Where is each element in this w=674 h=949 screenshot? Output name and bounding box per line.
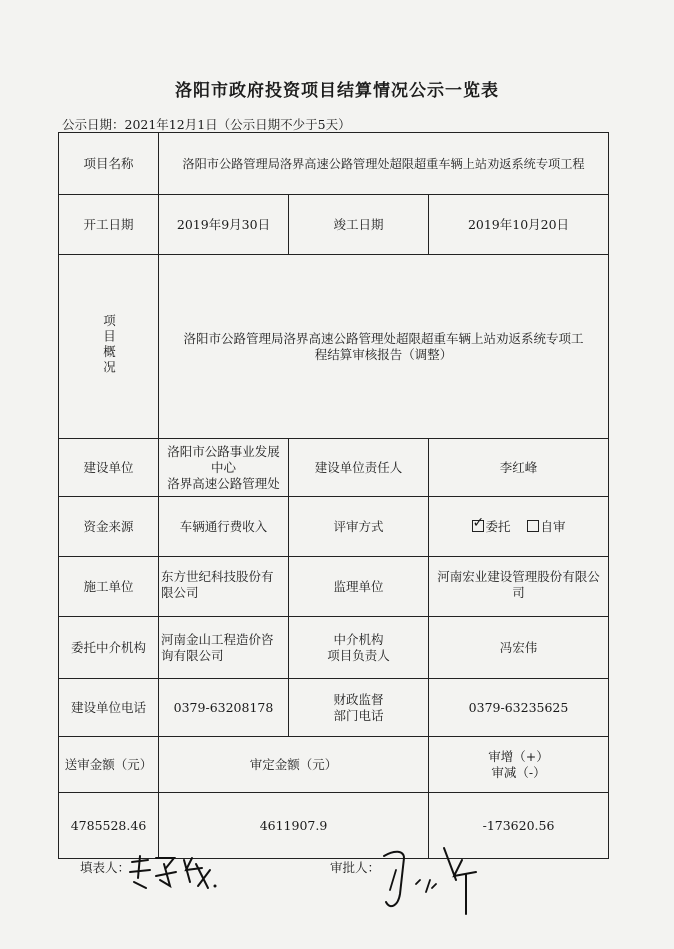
builder-head-label: 建设单位责任人 — [289, 439, 429, 497]
project-name-label: 项目名称 — [59, 133, 159, 195]
row-construction — [59, 557, 609, 617]
row-agency — [59, 617, 609, 679]
agency-manager-label-2: 项目负责人 — [327, 647, 390, 663]
approver-signature — [370, 840, 490, 920]
construction-value — [159, 557, 289, 617]
filler-label: 填表人： — [80, 860, 131, 875]
overview-label: 项目概况 — [59, 255, 159, 439]
row-overview — [59, 255, 609, 439]
row-builder — [59, 439, 609, 497]
review-method-options — [429, 497, 609, 557]
filler-signature — [126, 848, 218, 894]
end-date-value: 2019年10月20日 — [429, 195, 609, 255]
decrease-header: 审减（-） — [491, 764, 546, 780]
funding-value: 车辆通行费收入 — [159, 497, 289, 557]
builder-label: 建设单位 — [59, 439, 159, 497]
builder-line-1: 洛阳市公路事业发展 — [167, 443, 280, 459]
agency-manager-label-1: 中介机构 — [333, 631, 384, 647]
row-amount-headers — [59, 737, 609, 793]
end-date-label: 竣工日期 — [289, 195, 429, 255]
checkbox-checked-icon — [472, 520, 484, 532]
builder-head-value: 李红峰 — [429, 439, 609, 497]
agency-manager-label — [289, 617, 429, 679]
finance-phone-label-1: 财政监督 — [333, 691, 384, 707]
phone-label: 建设单位电话 — [59, 679, 159, 737]
overview-line-1: 洛阳市公路管理局洛界高速公路管理处超限超重车辆上站劝返系统专项工 — [183, 330, 584, 346]
funding-label: 资金来源 — [59, 497, 159, 557]
option-entrusted — [472, 519, 511, 534]
approved-amount: 4611907.9 — [159, 793, 429, 859]
supervisor-value — [429, 557, 609, 617]
start-date-value: 2019年9月30日 — [159, 195, 289, 255]
overview-value — [159, 255, 609, 439]
project-name-value: 洛阳市公路管理局洛界高速公路管理处超限超重车辆上站劝返系统专项工程 — [159, 133, 609, 195]
agency-label: 委托中介机构 — [59, 617, 159, 679]
submitted-header: 送审金额（元） — [59, 737, 159, 793]
start-date-label: 开工日期 — [59, 195, 159, 255]
checkbox-empty-icon — [527, 520, 539, 532]
agency-manager-value: 冯宏伟 — [429, 617, 609, 679]
construction-line-2: 限公司 — [161, 585, 199, 600]
approved-header: 审定金额（元） — [159, 737, 429, 793]
difference-amount: -173620.56 — [429, 793, 609, 859]
finance-phone-label — [289, 679, 429, 737]
finance-phone-label-2: 部门电话 — [333, 707, 384, 723]
publish-date: 公示日期：2021年12月1日（公示日期不少于5天） — [62, 117, 351, 132]
approver-label: 审批人： — [330, 860, 381, 875]
option-self-review-label: 自审 — [540, 518, 566, 534]
document-title: 洛阳市政府投资项目结算情况公示一览表 — [175, 81, 499, 101]
review-method-label: 评审方式 — [289, 497, 429, 557]
construction-label: 施工单位 — [59, 557, 159, 617]
phone-value: 0379-63208178 — [159, 679, 289, 737]
supervisor-label: 监理单位 — [289, 557, 429, 617]
difference-header — [429, 737, 609, 793]
option-self-review — [527, 519, 566, 534]
overview-line-2: 程结算审核报告（调整） — [314, 346, 453, 362]
agency-line-2: 询有限公司 — [161, 647, 224, 663]
row-funding — [59, 497, 609, 557]
row-phones — [59, 679, 609, 737]
builder-line-3: 洛界高速公路管理处 — [167, 475, 280, 491]
supervisor-line-2: 司 — [512, 585, 525, 600]
builder-line-2: 中心 — [210, 459, 236, 475]
row-dates — [59, 195, 609, 255]
construction-line-1: 东方世纪科技股份有 — [161, 569, 274, 584]
agency-value — [159, 617, 289, 679]
agency-line-1: 河南金山工程造价咨 — [161, 631, 274, 647]
builder-value — [159, 439, 289, 497]
row-project-name — [59, 133, 609, 195]
option-entrusted-label: 委托 — [485, 518, 511, 534]
submitted-amount: 4785528.46 — [59, 793, 159, 859]
increase-header: 审增（+） — [488, 748, 549, 764]
settlement-table — [58, 132, 609, 859]
finance-phone-value: 0379-63235625 — [429, 679, 609, 737]
supervisor-line-1: 河南宏业建设管理股份有限公 — [437, 569, 600, 584]
